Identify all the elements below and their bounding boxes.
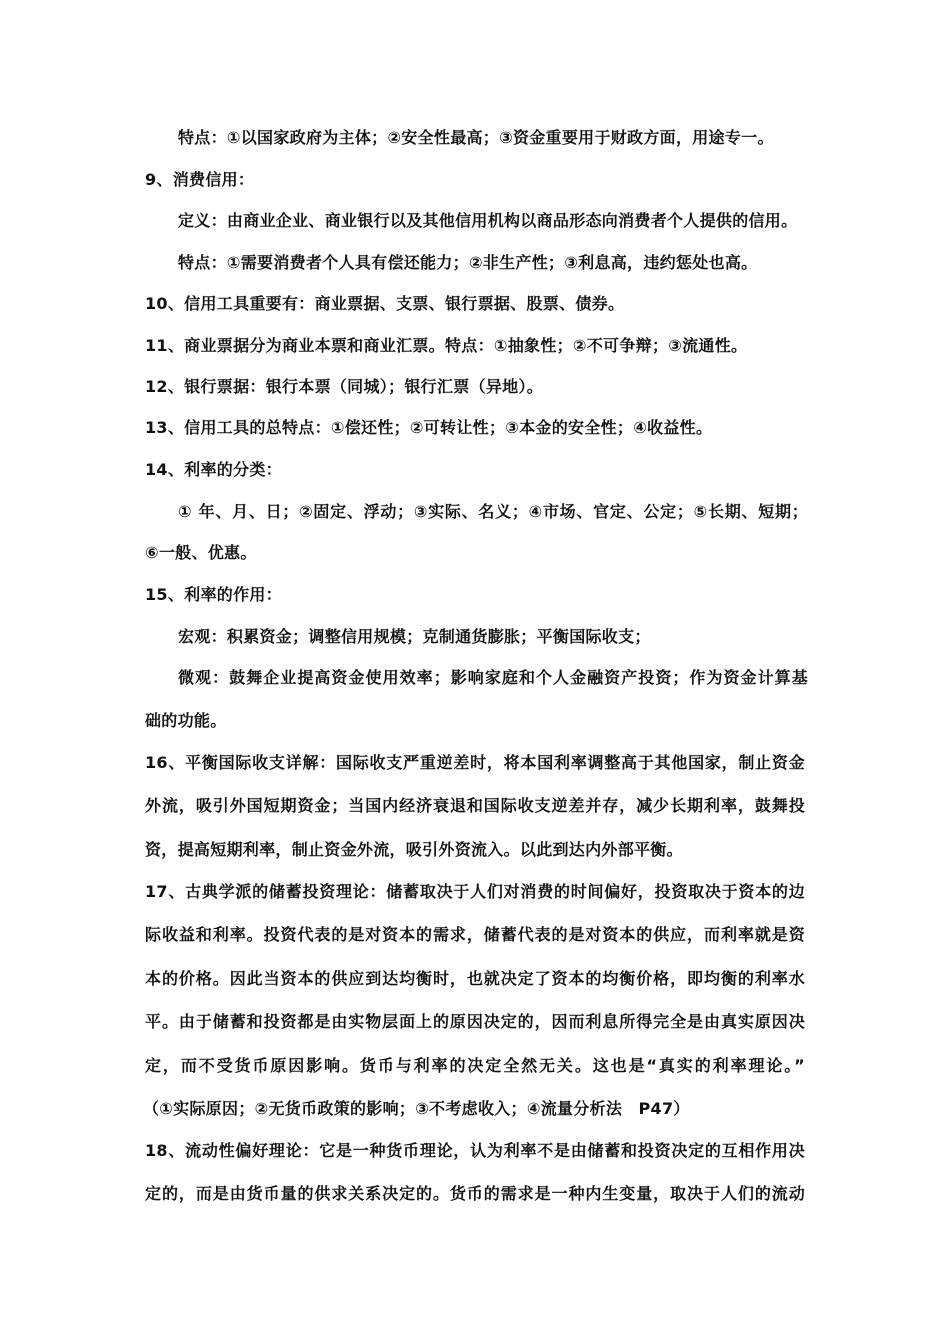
text-line: （①实际原因；②无货币政策的影响；③不考虑收入；④流量分析法 P47） bbox=[143, 1099, 690, 1118]
text-line: 资，提高短期利率，制止资金外流，吸引外资流入。以此到达内外部平衡。 bbox=[145, 840, 683, 859]
text-line: 定义：由商业企业、商业银行以及其他信用机构以商品形态向消费者个人提供的信用。 bbox=[178, 211, 798, 230]
section-heading: 17、古典学派的储蓄投资理论：储蓄取决于人们对消费的时间偏好，投资取决于资本的边 bbox=[145, 882, 805, 901]
section-heading: 14、利率的分类： bbox=[145, 460, 282, 479]
text-line: 宏观：积累资金；调整信用规模；克制通货膨胀；平衡国际收支； bbox=[178, 627, 651, 646]
text-line: 平。由于储蓄和投资都是由实物层面上的原因决定的，因而利息所得完全是由真实原因决 bbox=[145, 1012, 805, 1031]
text-line: 本的价格。因此当资本的供应到达均衡时，也就决定了资本的均衡价格，即均衡的利率水 bbox=[145, 969, 805, 988]
text-line: 特点：①需要消费者个人具有偿还能力；②非生产性；③利息高，违约惩处也高。 bbox=[178, 253, 758, 272]
section-heading: 16、平衡国际收支详解：国际收支严重逆差时，将本国利率调整高于其他国家，制止资金 bbox=[145, 753, 805, 772]
text-line: 础的功能。 bbox=[145, 711, 227, 730]
section-heading: 13、信用工具的总特点：①偿还性；②可转让性；③本金的安全性；④收益性。 bbox=[145, 418, 713, 437]
section-heading: 18、流动性偏好理论：它是一种货币理论，认为利率不是由储蓄和投资决定的互相作用决 bbox=[145, 1141, 805, 1160]
text-line: 定，而不受货币原因影响。货币与利率的决定全然无关。这也是“真实的利率理论。” bbox=[145, 1056, 805, 1075]
section-heading: 9、消费信用： bbox=[145, 170, 255, 189]
section-heading: 15、利率的作用： bbox=[145, 585, 282, 604]
section-heading: 12、银行票据：银行本票（同城）；银行汇票（异地）。 bbox=[145, 377, 544, 396]
text-line: ① 年、月、日；②固定、浮动；③实际、名义；④市场、官定、公定；⑤长期、短期； bbox=[178, 502, 808, 521]
text-line: 定的，而是由货币量的供求关系决定的。货币的需求是一种内生变量，取决于人们的流动 bbox=[145, 1184, 805, 1203]
text-line: ⑥一般、优惠。 bbox=[145, 543, 257, 562]
text-line: 特点：①以国家政府为主体；②安全性最高；③资金重要用于财政方面，用途专一。 bbox=[178, 128, 774, 147]
section-heading: 10、信用工具重要有：商业票据、支票、银行票据、股票、债券。 bbox=[145, 294, 625, 313]
section-heading: 11、商业票据分为商业本票和商业汇票。特点：①抽象性；②不可争辩；③流通性。 bbox=[145, 336, 748, 355]
text-line: 外流，吸引外国短期资金；当国内经济衰退和国际收支逆差并存，减少长期利率，鼓舞投 bbox=[145, 796, 805, 815]
text-line: 微观：鼓舞企业提高资金使用效率；影响家庭和个人金融资产投资；作为资金计算基 bbox=[178, 668, 808, 687]
text-line: 际收益和利率。投资代表的是对资本的需求，储蓄代表的是对资本的供应，而利率就是资 bbox=[145, 925, 805, 944]
